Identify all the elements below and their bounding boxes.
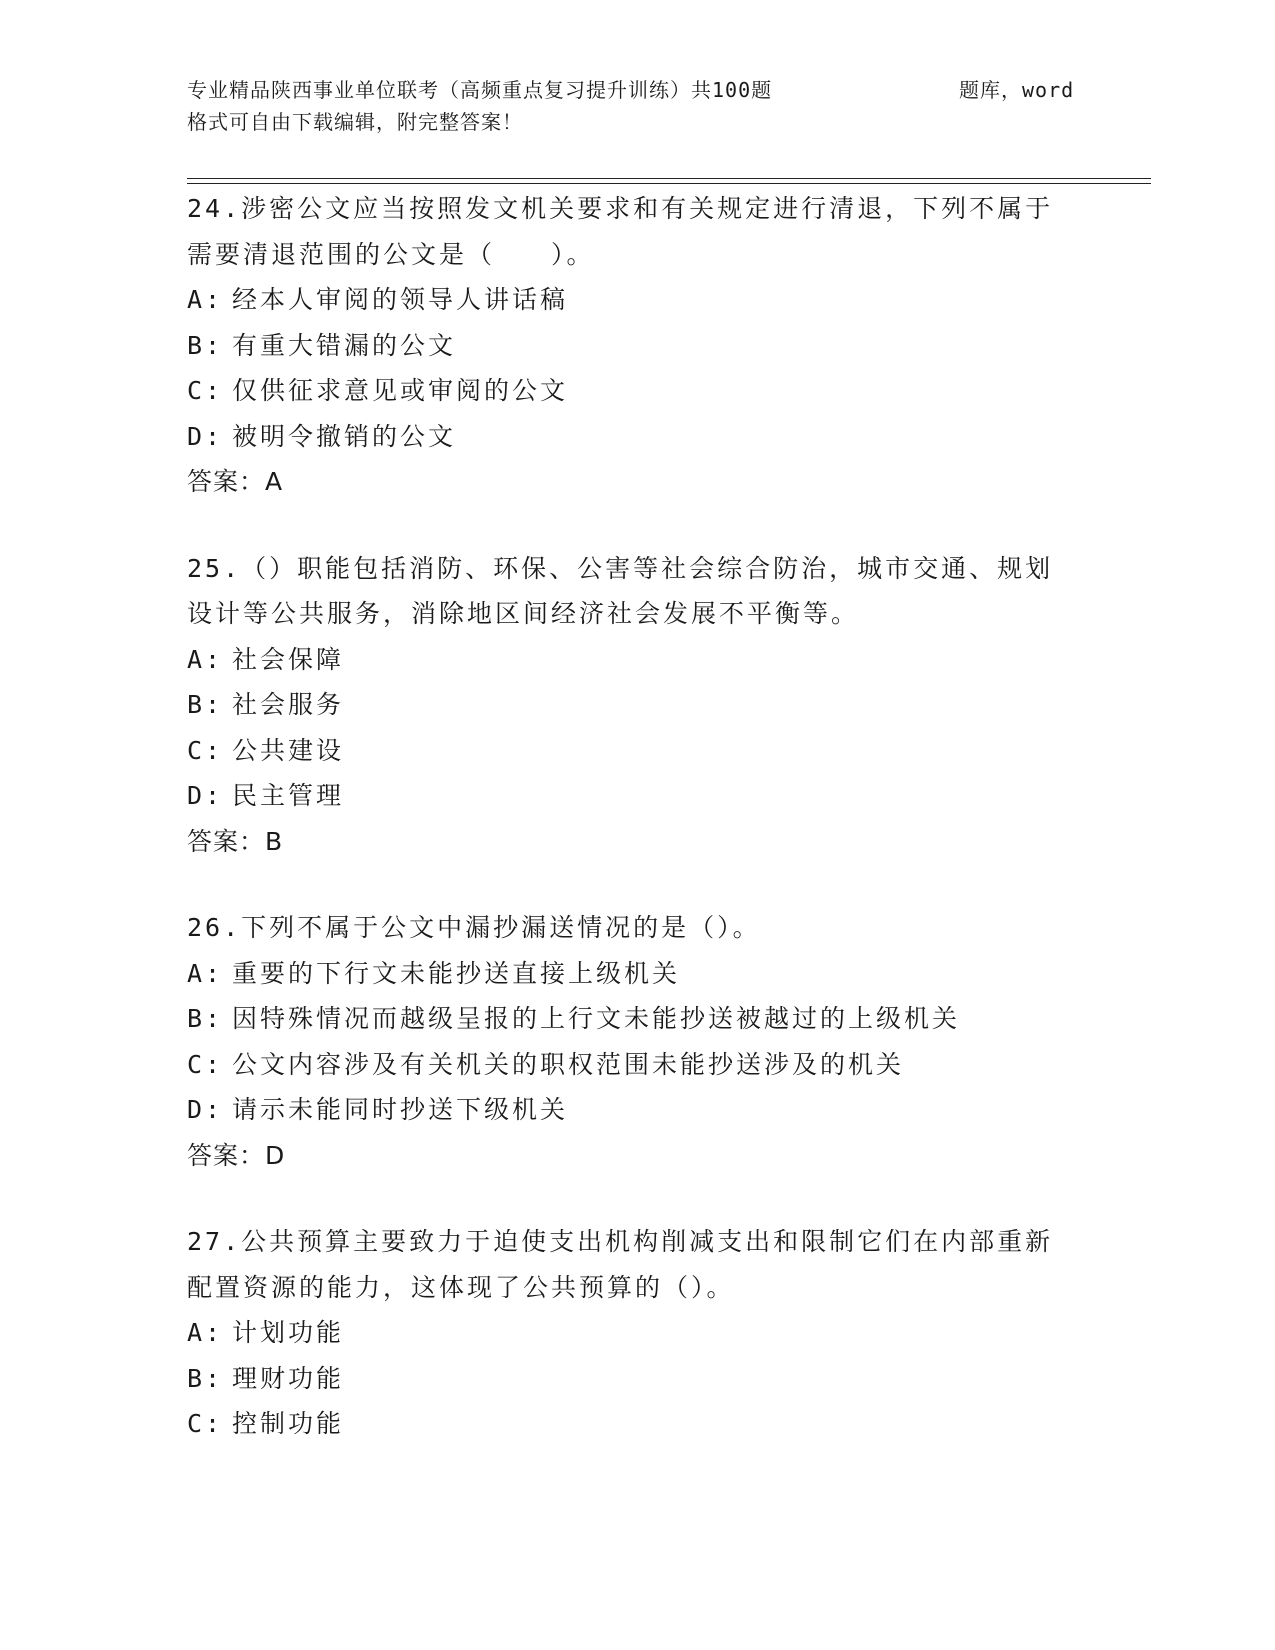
option-text: 因特殊情况而越级呈报的上行文未能抄送被越过的上级机关 — [232, 1004, 961, 1033]
option-text: 请示未能同时抄送下级机关 — [232, 1095, 569, 1124]
option-key: C: — [187, 376, 224, 405]
option-line — [187, 1401, 1087, 1447]
header-divider-top — [187, 178, 1151, 179]
option-text: 重要的下行文未能抄送直接上级机关 — [232, 958, 681, 988]
question-list — [187, 186, 1087, 1488]
page-header — [187, 74, 1087, 138]
option-key: C: — [187, 1049, 224, 1079]
question-item — [187, 905, 1087, 1178]
option-line — [187, 728, 1087, 774]
option-text: 仅供征求意见或审阅的公文 — [232, 376, 569, 405]
answer-line: 答案：A — [187, 467, 284, 496]
option-text: 公文内容涉及有关机关的职权范围未能抄送涉及的机关 — [232, 1049, 905, 1079]
option-key: D: — [187, 1095, 224, 1124]
option-text: 社会服务 — [232, 690, 345, 719]
question-stem-line: 24.涉密公文应当按照发文机关要求和有关规定进行清退，下列不属于 — [187, 194, 1054, 223]
option-text: 被明令撤销的公文 — [232, 421, 457, 451]
question-stem-line: 25.（）职能包括消防、环保、公害等社会综合防治，城市交通、规划 — [187, 553, 1054, 583]
question-stem-line: 配置资源的能力，这体现了公共预算的（）。 — [187, 1272, 735, 1302]
option-text: 计划功能 — [232, 1318, 345, 1347]
option-line — [187, 1087, 1087, 1133]
option-key: B: — [187, 1363, 224, 1393]
option-key: B: — [187, 330, 224, 360]
option-text: 经本人审阅的领导人讲话稿 — [232, 285, 569, 314]
question-stem-line: 需要清退范围的公文是（ ）。 — [187, 239, 595, 269]
header-subtitle: 格式可自由下载编辑，附完整答案！ — [187, 110, 523, 134]
question-stem-line: 27.公共预算主要致力于迫使支出机构削减支出和限制它们在内部重新 — [187, 1227, 1054, 1256]
answer-line: 答案：B — [187, 826, 284, 856]
question-item — [187, 186, 1087, 505]
question-stem-line: 设计等公共服务，消除地区间经济社会发展不平衡等。 — [187, 599, 860, 628]
option-line — [187, 1356, 1087, 1402]
option-line — [187, 773, 1087, 819]
option-text: 民主管理 — [232, 781, 345, 810]
header-divider-bottom — [187, 183, 1151, 184]
option-key: C: — [187, 1409, 224, 1438]
option-text: 有重大错漏的公文 — [232, 330, 457, 360]
option-key: A: — [187, 958, 224, 988]
option-text: 公共建设 — [232, 735, 345, 765]
header-title-suffix: 题库，word — [959, 78, 1075, 102]
option-line — [187, 323, 1087, 369]
option-line — [187, 637, 1087, 683]
option-line — [187, 368, 1087, 414]
option-line — [187, 996, 1087, 1042]
option-line — [187, 682, 1087, 728]
option-line — [187, 277, 1087, 323]
option-key: A: — [187, 285, 224, 314]
option-key: A: — [187, 1318, 224, 1347]
question-item — [187, 546, 1087, 865]
option-key: B: — [187, 1004, 224, 1033]
question-item — [187, 1219, 1087, 1447]
option-text: 控制功能 — [232, 1409, 345, 1438]
option-key: B: — [187, 690, 224, 719]
header-title: 专业精品陕西事业单位联考（高频重点复习提升训练）共100题 — [187, 78, 773, 102]
option-key: C: — [187, 735, 224, 765]
option-line — [187, 1042, 1087, 1088]
answer-line: 答案：D — [187, 1140, 286, 1170]
option-text: 社会保障 — [232, 644, 345, 674]
option-key: D: — [187, 421, 224, 451]
option-line — [187, 1310, 1087, 1356]
option-line — [187, 414, 1087, 460]
option-key: D: — [187, 781, 224, 810]
question-stem-line: 26.下列不属于公文中漏抄漏送情况的是（）。 — [187, 913, 761, 942]
option-key: A: — [187, 644, 224, 674]
option-text: 理财功能 — [232, 1363, 345, 1393]
header-line-1 — [187, 74, 1087, 106]
option-line — [187, 951, 1087, 997]
